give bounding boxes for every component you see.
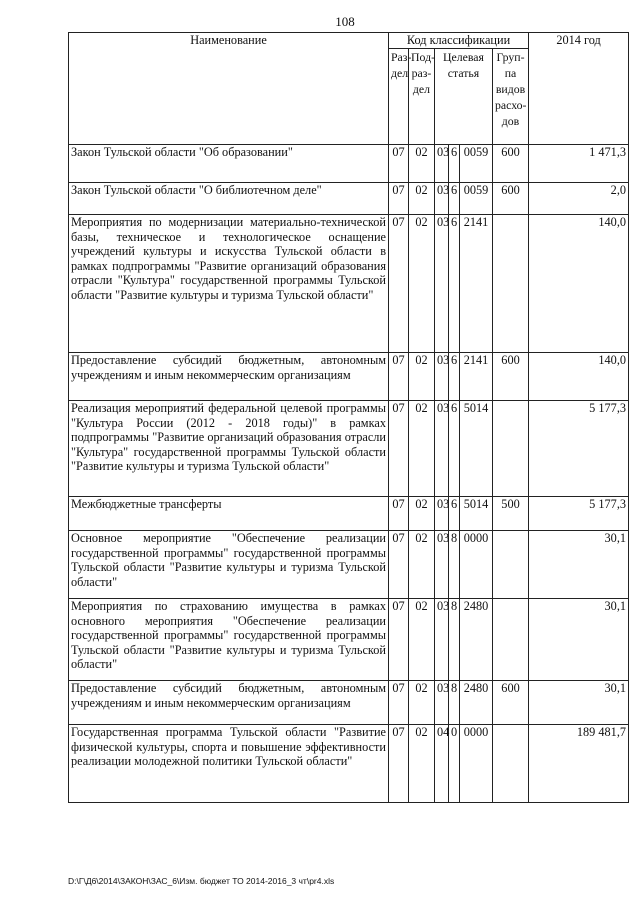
row-target-subprogram: 8 xyxy=(449,599,460,681)
row-razdel: 07 xyxy=(389,725,409,803)
row-razdel: 07 xyxy=(389,599,409,681)
table-row xyxy=(69,531,629,599)
row-target-subprogram: 8 xyxy=(449,531,460,599)
row-name: Основное мероприятие "Обеспечение реализации государственной программы" государственной программы Тульской области "Развитие культуры и туризма Тульской области" xyxy=(69,531,389,599)
row-target-program: 03 xyxy=(435,681,449,725)
table-header xyxy=(69,33,629,145)
row-expense-group xyxy=(493,599,529,681)
row-target-subprogram: 6 xyxy=(449,401,460,497)
row-name: Предоставление субсидий бюджетным, автономным учреждениям и иным некоммерческим организациям xyxy=(69,353,389,401)
header-target-article: Целевая статья xyxy=(435,49,493,145)
page-number: 108 xyxy=(335,14,355,29)
row-podrazdel: 02 xyxy=(409,681,435,725)
row-razdel: 07 xyxy=(389,353,409,401)
row-target-subprogram: 6 xyxy=(449,183,460,215)
row-name: Закон Тульской области "Об образовании" xyxy=(69,145,389,183)
row-target-subprogram: 6 xyxy=(449,353,460,401)
row-podrazdel: 02 xyxy=(409,401,435,497)
row-name: Реализация мероприятий федеральной целевой программы "Культура России (2012 - 2018 годы)" в рамках подпрограммы "Развитие организаций образования отрасли "Культура" государственной программы Тульской области "Развитие культуры и туризма Тульской области" xyxy=(69,401,389,497)
header-name: Наименование xyxy=(69,33,389,145)
row-name: Предоставление субсидий бюджетным, автономным учреждениям и иным некоммерческим организациям xyxy=(69,681,389,725)
row-expense-group: 500 xyxy=(493,497,529,531)
row-amount: 5 177,3 xyxy=(529,497,629,531)
row-name: Мероприятия по модернизации материально-технической базы, техническое и технологическое оснащение учреждений культуры и искусства Тульской области в рамках подпрограммы "Развитие организаций образования отрасли "Культура" государственной программы Тульской области "Развитие культуры и туризма Тульской области" xyxy=(69,215,389,353)
table-row xyxy=(69,599,629,681)
row-razdel: 07 xyxy=(389,215,409,353)
table-row xyxy=(69,183,629,215)
row-amount: 2,0 xyxy=(529,183,629,215)
row-target-program: 04 xyxy=(435,725,449,803)
row-target-subprogram: 6 xyxy=(449,145,460,183)
header-classification: Код классификации xyxy=(389,33,529,49)
header-year: 2014 год xyxy=(529,33,629,145)
row-razdel: 07 xyxy=(389,681,409,725)
row-expense-group: 600 xyxy=(493,145,529,183)
header-podrazdel: Под- раз- дел xyxy=(409,49,435,145)
row-expense-group xyxy=(493,215,529,353)
row-podrazdel: 02 xyxy=(409,599,435,681)
row-expense-group xyxy=(493,531,529,599)
row-amount: 140,0 xyxy=(529,353,629,401)
table-row xyxy=(69,681,629,725)
row-target-direction: 0059 xyxy=(460,145,493,183)
row-amount: 30,1 xyxy=(529,681,629,725)
file-path-footer: D:\Г\Д6\2014\ЗАКОН\ЗАС_6\Изм. бюджет ТО 2014-2016_3 чт\pr4.xls xyxy=(68,876,335,886)
row-target-program: 03 xyxy=(435,145,449,183)
row-amount: 140,0 xyxy=(529,215,629,353)
table-row xyxy=(69,145,629,183)
row-podrazdel: 02 xyxy=(409,725,435,803)
row-razdel: 07 xyxy=(389,497,409,531)
row-target-program: 03 xyxy=(435,183,449,215)
row-target-direction: 2480 xyxy=(460,599,493,681)
row-expense-group xyxy=(493,725,529,803)
row-target-direction: 0000 xyxy=(460,531,493,599)
header-razdel: Раз- дел xyxy=(389,49,409,145)
row-podrazdel: 02 xyxy=(409,145,435,183)
header-expense-group: Груп- па видов расхо- дов xyxy=(493,49,529,145)
row-podrazdel: 02 xyxy=(409,183,435,215)
row-razdel: 07 xyxy=(389,531,409,599)
table-body xyxy=(69,145,629,803)
row-expense-group: 600 xyxy=(493,183,529,215)
row-name: Межбюджетные трансферты xyxy=(69,497,389,531)
row-target-program: 03 xyxy=(435,215,449,353)
row-razdel: 07 xyxy=(389,183,409,215)
row-target-program: 03 xyxy=(435,401,449,497)
row-name: Мероприятия по страхованию имущества в рамках основного мероприятия "Обеспечение реализации государственной программы" государственной программы Тульской области "Развитие культуры и туризма Тульской области" xyxy=(69,599,389,681)
row-amount: 5 177,3 xyxy=(529,401,629,497)
row-target-subprogram: 0 xyxy=(449,725,460,803)
table-row xyxy=(69,401,629,497)
row-razdel: 07 xyxy=(389,145,409,183)
row-expense-group: 600 xyxy=(493,353,529,401)
row-target-direction: 5014 xyxy=(460,497,493,531)
table-row xyxy=(69,215,629,353)
row-amount: 30,1 xyxy=(529,531,629,599)
row-target-direction: 2480 xyxy=(460,681,493,725)
row-amount: 30,1 xyxy=(529,599,629,681)
row-target-program: 03 xyxy=(435,531,449,599)
row-target-direction: 2141 xyxy=(460,215,493,353)
row-name: Государственная программа Тульской области "Развитие физической культуры, спорта и повышение эффективности реализации молодежной политики Тульской области" xyxy=(69,725,389,803)
row-name: Закон Тульской области "О библиотечном деле" xyxy=(69,183,389,215)
row-podrazdel: 02 xyxy=(409,531,435,599)
row-target-program: 03 xyxy=(435,497,449,531)
row-expense-group xyxy=(493,401,529,497)
row-target-direction: 2141 xyxy=(460,353,493,401)
row-razdel: 07 xyxy=(389,401,409,497)
row-target-program: 03 xyxy=(435,353,449,401)
row-target-subprogram: 6 xyxy=(449,215,460,353)
table-row xyxy=(69,353,629,401)
table-row xyxy=(69,725,629,803)
table-row xyxy=(69,497,629,531)
row-target-subprogram: 6 xyxy=(449,497,460,531)
budget-table xyxy=(68,32,629,803)
row-target-program: 03 xyxy=(435,599,449,681)
row-podrazdel: 02 xyxy=(409,497,435,531)
row-expense-group: 600 xyxy=(493,681,529,725)
row-amount: 1 471,3 xyxy=(529,145,629,183)
row-target-direction: 0059 xyxy=(460,183,493,215)
row-target-direction: 0000 xyxy=(460,725,493,803)
row-podrazdel: 02 xyxy=(409,215,435,353)
row-target-subprogram: 8 xyxy=(449,681,460,725)
row-target-direction: 5014 xyxy=(460,401,493,497)
row-podrazdel: 02 xyxy=(409,353,435,401)
row-amount: 189 481,7 xyxy=(529,725,629,803)
